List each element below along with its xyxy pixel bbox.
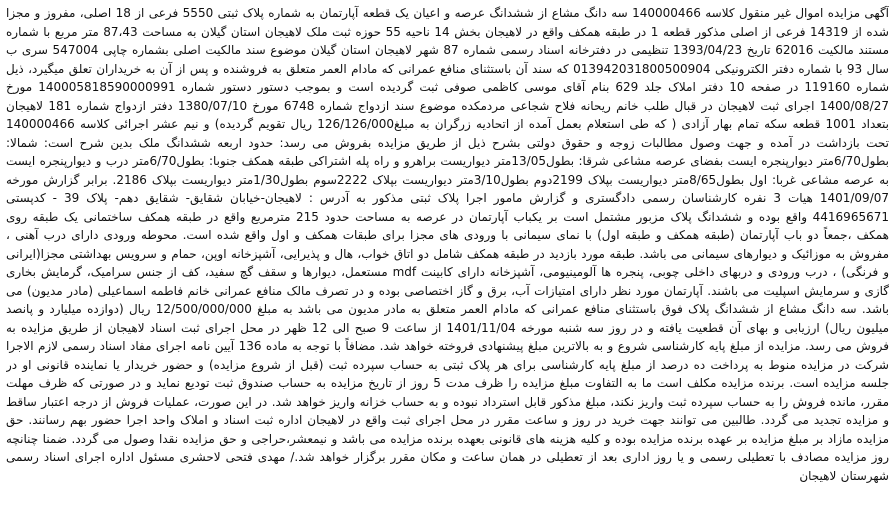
auction-notice-text: آگهی مزایده اموال غیر منقول کلاسه 140000466 سه دانگ مشاع از ششدانگ عرصه و اعیان یک قطعه آپارتمان به شماره پلاک ثبتی 5550 فرعی از 18 اصلی، مفروز و مجزا شده از 14319 فرعی از اصلی مذکور قطعه 1 در طبقه همکف واقع در لاهیجان بخش 14 ناحیه 55 حوزه ثبت ملک لاهیجان استان گیلان به مساحت 87،43 متر مربع با شماره مستند مالکیت 62016 تاریخ 1393/04/23 تنظیمی در دفترخانه اسناد رسمی شماره 87 شهر لاهیجان استان گیلان موضوع سند مالکیت اصلی بشماره چاپی 547004 سری ب سال 93 با شماره دفتر الکترونیکی 013942031800500904 که سند آن باستثنای منافع عمرانی که مادام العمر متعلق به فروشنده و پس از آن به خریداران تعلق میگیرد، ذیل شماره 119160 در صفحه 10 دفتر املاک جلد 629 بنام آقای موسی کاظمی صوفی ثبت گردیده است و بموجب دستور دستور شماره 140005818590000991 مورخ 1400/08/27 اجرای ثبت لاهیجان در قبال طلب خانم ریحانه فلاح شجاعی مردمکده موضوع سند ازدواج شماره 6748 مورخ 1380/07/10 دفتر ازدواج شماره 181 لاهیجان بتعداد 1001 قطعه سکه تمام بهار آزادی ( که طی استعلام بعمل آمده از اتحادیه زرگران به مبلغ126/126/000 ریال تقویم گردیده) و نیم عشر اجرائی کلاسه 140000466 تحت بازداشت در آمده و جهت وصول مطالبات زوجه و حقوق دولتی بشرح ذیل از طریق مزایده بفروش می رسد: حدود اربعه ششدانگ ملک بدین شرح است: شمالا: بطول6/70متر دیوارپنجره ایست بفضای عرصه مشاعی شرقا: بطول13/05متر دیواریست براهرو و راه پله اشتراکی طبقه همکف جنوبا: بطول6/70متر درب و دیوارپنجره ایست به عرصه مشاعی غربا: اول بطول8/65متر دیواریست بپلاک 2199دوم بطول3/10متر دیواریست بپلاک 2222سوم بطول1/30متر دیواریست بپلاک 2186. برابر گزارش مورخه 1401/09/07 هیات 3 نفره کارشناسان رسمی دادگستری و گزارش مامور اجرا پلاک ثبتی مذکور به آدرس : لاهیجان-خیابان شقایق- شقایق دهم- پلاک 39 - کدپستی 4416965671 واقع بوده و ششدانگ پلاک مزبور مشتمل است بر یکباب آپارتمان در عرصه به مساحت حدود 215 مترمربع واقع در طبقه همکف ساختمانی یک طبقه روی همکف ،جمعاً دو باب آپارتمان (طبقه همکف و طبقه اول) با نمای سیمانی با ورودی های مجزا برای طبقات همکف و اول واقع شده است. محوطه ورودی دارای درب آهنی ، مفروش به موزائیک و دیوارهای سیمانی می باشد. طبقه مورد بازدید در طبقه همکف شامل دو اتاق خواب، هال و پذیرایی، آشپزخانه اوپن، حمام و سرویس بهداشتی مجزا(ایرانی و فرنگی) ، درب ورودی و دربهای داخلی چوبی، پنجره ها آلومینیومی، آشپزخانه دارای کابینت mdf مستعمل، دیوارها و سقف گچ سفید، کف از جنس سرامیک، گرمایش بخاری گازی و سرمایش اسپلیت می باشند. آپارتمان مورد نظر دارای امتیازات آب، برق و گاز اختصاصی بوده و در تصرف مالک منافع عمرانی خانم فاطمه اسماعیلی (مادر مدیون) می باشد. سه دانگ مشاع از ششدانگ پلاک فوق باستثنای منافع عمرانی که مادام العمر متعلق به مادر مدیون می باشد به مبلغ 12/500/000/000 ریال (دوازده میلیارد و پانصد میلیون ریال) ارزیابی و بهای آن قطعیت یافته و در روز سه شنبه مورخه 1401/11/04 از ساعت 9 صبح الی 12 ظهر در محل اجرای ثبت اسناد لاهیجان از طریق مزایده به فروش می رسد. مزایده از مبلغ پایه کارشناسی شروع و به بالاترین مبلغ پیشنهادی فروخته خواهد شد. مضافاً با توجه به ماده 136 آیین نامه اجرای مفاد اسناد رسمی لازم الاجرا شرکت در مزایده منوط به پرداخت ده درصد از مبلغ پایه کارشناسی برای هر پلاک ثبتی به حساب سپرده ثبت (قبل از شروع مزایده) و حضور خریدار یا نماینده قانونی او در جلسه مزایده است. برنده مزایده مکلف است ما به التفاوت مبلغ مزایده را ظرف مدت 5 روز از تاریخ مزایده به حساب صندوق ثبت تودیع نماید و در صورتی که ظرف مهلت مقرر، مانده فروش را به حساب سپرده ثبت واریز نکند، مبلغ مذکور قابل استرداد نبوده و به حساب خزانه واریز خواهد شد. در این صورت، عملیات فروش از درجه اعتبار ساقط و مزایده تجدید می گردد. طالبین می توانند جهت خرید در روز و ساعت مقرر در محل اجرای ثبت واقع در لاهیجان اداره ثبت اسناد و املاک واحد اجرا حضور بهم رسانند. حق مزایده مازاد بر مبلغ مزایده بر عهده برنده مزایده بوده و کلیه هزینه های قانونی بعهده برنده مزایده می باشد و نیمعشر،حراجی و حق مزایده نقدا وصول می گردد. ضمنا چنانچه روز مزایده مصادف با تعطیلی رسمی و یا روز اداری بعد از تعطیلی در همان ساعت و مکان مقرر برگزار خواهد شد./ مهدی فتحی لاحشری مسئول اداره اجرای اسناد رسمی شهرستان لاهیجان	[6, 6, 889, 483]
